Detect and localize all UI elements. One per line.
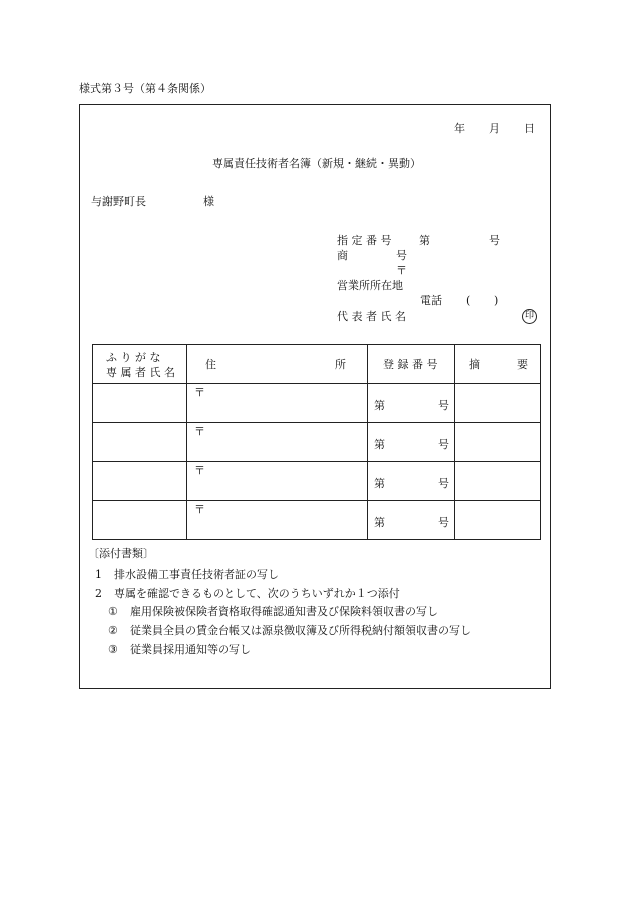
date-month-label: 月 (489, 122, 500, 135)
reg-suffix: 号 (438, 516, 449, 529)
reg-suffix: 号 (438, 438, 449, 451)
attachment-item-num: 2 (95, 587, 102, 600)
header-registration-cell (368, 345, 455, 384)
attachment-item-text: 排水設備工事責任技術者証の写し (114, 568, 279, 581)
phone-paren-close: ) (494, 294, 499, 307)
phone-label: 電話 (420, 294, 442, 307)
reg-prefix: 第 (374, 516, 385, 529)
reg-suffix: 号 (438, 477, 449, 490)
designation-suffix: 号 (489, 234, 500, 247)
header-registration: 登 録 番 号 (383, 358, 438, 371)
attachment-subitem-text: 従業員採用通知等の写し (130, 643, 251, 656)
address-cell[interactable] (187, 462, 368, 501)
postal-mark: 〒 (194, 386, 205, 399)
header-furigana: ふ り が な (106, 351, 161, 364)
seal-mark (522, 309, 537, 324)
postal-mark: 〒 (194, 425, 205, 438)
attachment-subitem-num: ② (108, 624, 118, 637)
designation-prefix: 第 (419, 234, 430, 247)
registration-cell[interactable] (368, 462, 455, 501)
attachment-subitem-num: ③ (108, 643, 118, 656)
header-address-cell (187, 345, 368, 384)
attachment-subitem-num: ① (108, 605, 118, 618)
name-cell[interactable] (93, 384, 187, 423)
reg-prefix: 第 (374, 399, 385, 412)
table-header-row (93, 345, 541, 384)
trade-name-label-b: 号 (396, 249, 407, 262)
form-title: 専属責任技術者名簿（新規・継続・異動） (212, 157, 421, 170)
address-cell[interactable] (187, 423, 368, 462)
name-cell[interactable] (93, 501, 187, 540)
seal-icon: 印 (522, 309, 537, 324)
attachment-subitem-text: 従業員全員の賃金台帳又は源泉徴収簿及び所得税納付額領収書の写し (130, 624, 471, 637)
name-cell[interactable] (93, 462, 187, 501)
addressee-honorific: 様 (203, 195, 214, 208)
office-location-label: 営業所所在地 (337, 279, 403, 292)
reg-prefix: 第 (374, 438, 385, 451)
table-row (93, 423, 541, 462)
attachment-item-text: 専属を確認できるものとして、次のうちいずれか１つ添付 (114, 587, 400, 600)
address-cell[interactable] (187, 384, 368, 423)
date-day-label: 日 (524, 122, 535, 135)
registration-cell[interactable] (368, 384, 455, 423)
header-name: 専 属 者 氏 名 (106, 366, 175, 379)
header-remarks-cell (455, 345, 541, 384)
reg-prefix: 第 (374, 477, 385, 490)
table-row (93, 462, 541, 501)
form-number: 様式第３号（第４条関係） (79, 82, 211, 95)
trade-name-label-a: 商 (337, 249, 348, 262)
representative-label: 代 表 者 氏 名 (337, 310, 406, 323)
remarks-cell[interactable] (455, 462, 541, 501)
registration-cell[interactable] (368, 501, 455, 540)
table-row (93, 501, 541, 540)
phone-paren-open: ( (466, 294, 471, 307)
designation-label: 指 定 番 号 (337, 234, 392, 247)
postal-mark: 〒 (194, 464, 205, 477)
postal-mark: 〒 (194, 503, 205, 516)
header-name-cell (93, 345, 187, 384)
postal-mark: 〒 (396, 264, 407, 277)
name-cell[interactable] (93, 423, 187, 462)
header-address-a: 住 (205, 358, 216, 371)
date-year-label: 年 (454, 122, 465, 135)
header-remarks-a: 摘 (469, 358, 480, 371)
reg-suffix: 号 (438, 399, 449, 412)
attachments-heading: 〔添付書類〕 (88, 547, 154, 560)
header-address-b: 所 (335, 358, 346, 371)
engineer-table (92, 344, 541, 540)
table-row (93, 384, 541, 423)
addressee-name: 与謝野町長 (91, 195, 146, 208)
header-remarks-b: 要 (517, 358, 528, 371)
registration-cell[interactable] (368, 423, 455, 462)
remarks-cell[interactable] (455, 423, 541, 462)
remarks-cell[interactable] (455, 384, 541, 423)
remarks-cell[interactable] (455, 501, 541, 540)
address-cell[interactable] (187, 501, 368, 540)
attachment-item-num: 1 (95, 568, 102, 581)
attachment-subitem-text: 雇用保険被保険者資格取得確認通知書及び保険料領収書の写し (130, 605, 438, 618)
